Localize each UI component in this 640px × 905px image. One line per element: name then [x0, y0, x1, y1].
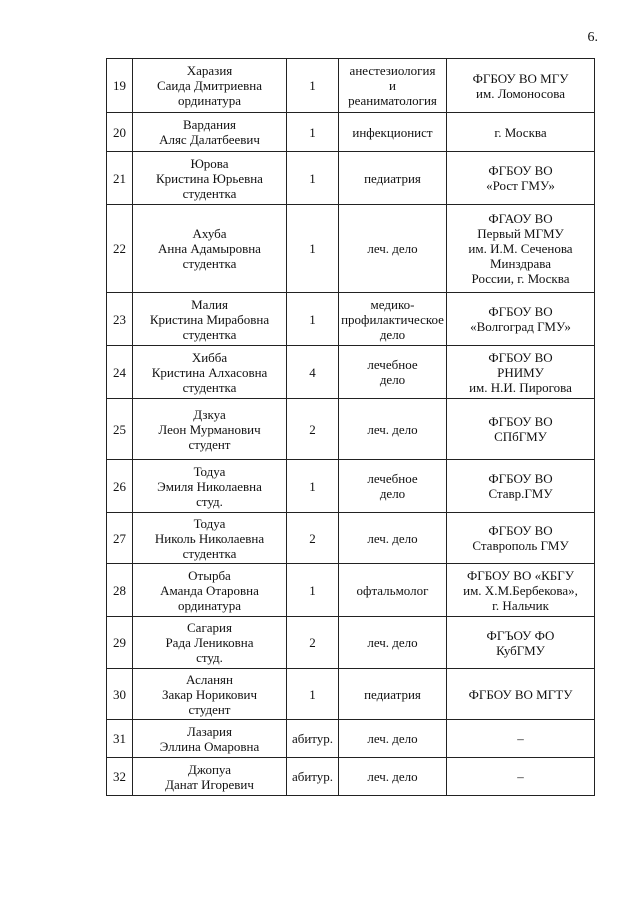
person-given: Данат Игоревич: [165, 776, 254, 792]
person-surname: Сагария: [187, 620, 232, 635]
person-status: студентка: [182, 256, 237, 271]
row-number: 25: [107, 399, 133, 460]
cell-line: им. И.М. Сеченова: [468, 241, 573, 256]
count-cell: 1: [287, 59, 339, 113]
institution-cell: [447, 152, 595, 205]
person-given: Рада Лениковна: [165, 635, 254, 650]
row-number: 28: [107, 564, 133, 617]
person-surname: Тодуа: [193, 515, 226, 531]
person-given: Аманда Отаровна: [160, 582, 259, 598]
person-given: Николь Николаевна: [154, 530, 265, 546]
person-name-cell: [133, 669, 287, 720]
count-cell: абитур.: [287, 758, 339, 796]
person-surname: Ахуба: [192, 226, 227, 241]
cell-line: Минздрава: [490, 256, 551, 271]
table-row: [107, 59, 595, 113]
roster-body: [107, 59, 595, 796]
cell-line: России, г. Москва: [471, 271, 570, 286]
institution-cell: [447, 720, 595, 758]
table-row: [107, 669, 595, 720]
institution-cell: [447, 513, 595, 564]
cell-line: им. Н.И. Пирогова: [469, 379, 572, 395]
cell-line: лечебное: [367, 357, 418, 372]
specialty-cell: [339, 513, 447, 564]
specialty-cell: [339, 460, 447, 513]
person-given: Кристина Юрьевна: [156, 170, 263, 186]
cell-line: Ставр.ГМУ: [488, 486, 553, 501]
row-number: 29: [107, 617, 133, 669]
specialty-cell: [339, 758, 447, 796]
specialty-cell: [339, 346, 447, 399]
cell-line: офтальмолог: [356, 582, 429, 598]
cell-line: ФГБОУ ВО МГУ: [472, 70, 569, 86]
institution-cell: [447, 59, 595, 113]
cell-line: леч. дело: [367, 635, 418, 650]
table-row: [107, 720, 595, 758]
cell-line: им. Х.М.Бербекова»,: [463, 582, 578, 598]
person-name-cell: [133, 758, 287, 796]
cell-line: г. Москва: [494, 124, 547, 140]
person-name-cell: [133, 460, 287, 513]
cell-line: дело: [379, 372, 406, 387]
specialty-cell: [339, 293, 447, 346]
cell-line: ФГАОУ ВО: [488, 211, 553, 226]
count-cell: 1: [287, 152, 339, 205]
person-name-cell: [133, 152, 287, 205]
cell-line: СПбГМУ: [494, 429, 547, 444]
person-given: Закар Норикович: [161, 686, 258, 702]
cell-line: КубГМУ: [496, 642, 545, 658]
count-cell: 1: [287, 669, 339, 720]
cell-line: Ставрополь ГМУ: [472, 538, 569, 553]
cell-line: леч. дело: [367, 421, 418, 437]
person-surname: Асланян: [186, 671, 233, 687]
person-name-cell: [133, 293, 287, 346]
person-surname: Тодуа: [193, 463, 226, 479]
person-surname: Харазия: [186, 63, 233, 78]
person-status: студентка: [182, 185, 237, 201]
table-row: [107, 564, 595, 617]
person-surname: Вардания: [182, 117, 237, 132]
cell-line: РНИМУ: [497, 364, 544, 380]
institution-cell: [447, 205, 595, 293]
cell-line: лечебное: [367, 471, 418, 486]
cell-line: анестезиология: [349, 63, 436, 78]
cell-line: педиатрия: [364, 170, 421, 186]
person-name-cell: [133, 513, 287, 564]
institution-cell: [447, 669, 595, 720]
count-cell: 2: [287, 399, 339, 460]
person-status: студ.: [196, 493, 223, 509]
person-given: Анна Адамыровна: [158, 241, 261, 256]
specialty-cell: [339, 564, 447, 617]
row-number: 31: [107, 720, 133, 758]
person-surname: Юрова: [190, 155, 229, 171]
cell-line: ФГБОУ ВО: [488, 304, 553, 319]
table-row: [107, 113, 595, 152]
person-surname: Малия: [191, 296, 228, 312]
row-number: 20: [107, 113, 133, 152]
cell-line: педиатрия: [364, 686, 421, 702]
table-row: [107, 758, 595, 796]
cell-line: ФГБОУ ВО: [488, 523, 553, 538]
row-number: 21: [107, 152, 133, 205]
person-status: студ.: [196, 650, 223, 665]
table-row: [107, 346, 595, 399]
person-name-cell: [133, 617, 287, 669]
institution-cell: [447, 758, 595, 796]
specialty-cell: [339, 59, 447, 113]
table-row: [107, 617, 595, 669]
cell-line: леч. дело: [367, 530, 418, 546]
specialty-cell: [339, 617, 447, 669]
table-row: [107, 293, 595, 346]
cell-line: ФГБОУ ВО: [488, 414, 553, 429]
cell-line: дело: [379, 326, 406, 342]
person-given: Леон Мурманович: [158, 421, 261, 437]
row-number: 19: [107, 59, 133, 113]
institution-cell: [447, 399, 595, 460]
cell-line: г. Нальчик: [492, 597, 549, 613]
person-name-cell: [133, 720, 287, 758]
person-given: Саида Дмитриевна: [156, 78, 262, 93]
institution-cell: [447, 460, 595, 513]
cell-line: им. Ломоносова: [476, 85, 565, 101]
person-status: студент: [188, 701, 231, 717]
cell-line: ФГЪОУ ФО: [486, 627, 555, 643]
table-row: [107, 152, 595, 205]
institution-cell: [447, 564, 595, 617]
cell-line: Первый МГМУ: [477, 226, 564, 241]
cell-line: медико-: [370, 296, 415, 312]
cell-line: ФГБОУ ВО: [488, 471, 553, 486]
row-number: 22: [107, 205, 133, 293]
person-given: Эллина Омаровна: [159, 738, 260, 754]
cell-line: ФГБОУ ВО «КБГУ: [467, 567, 574, 583]
count-cell: 1: [287, 293, 339, 346]
person-name-cell: [133, 399, 287, 460]
person-given: Кристина Алхасовна: [151, 364, 268, 380]
person-status: студентка: [182, 326, 237, 342]
cell-line: леч. дело: [367, 241, 418, 256]
person-name-cell: [133, 346, 287, 399]
person-surname: Дзкуа: [193, 406, 226, 422]
cell-line: леч. дело: [367, 731, 418, 746]
specialty-cell: [339, 152, 447, 205]
institution-cell: [447, 113, 595, 152]
person-given: Эмиля Николаевна: [157, 478, 262, 494]
person-surname: Джопуа: [187, 761, 232, 777]
person-surname: Лазария: [187, 723, 232, 739]
institution-cell: [447, 617, 595, 669]
row-number: 26: [107, 460, 133, 513]
specialty-cell: [339, 669, 447, 720]
person-status: студентка: [182, 379, 237, 395]
row-number: 27: [107, 513, 133, 564]
institution-cell: [447, 346, 595, 399]
institution-cell: [447, 293, 595, 346]
person-name-cell: [133, 205, 287, 293]
specialty-cell: [339, 205, 447, 293]
count-cell: 4: [287, 346, 339, 399]
count-cell: 2: [287, 617, 339, 669]
person-status: ординатура: [177, 597, 242, 613]
count-cell: 2: [287, 513, 339, 564]
table-row: [107, 399, 595, 460]
count-cell: 1: [287, 564, 339, 617]
specialty-cell: [339, 113, 447, 152]
page-number: 6.: [587, 30, 598, 45]
person-surname: Отырба: [188, 567, 231, 583]
cell-line: профилактическое: [341, 311, 444, 327]
row-number: 30: [107, 669, 133, 720]
count-cell: 1: [287, 460, 339, 513]
person-name-cell: [133, 564, 287, 617]
table-row: [107, 205, 595, 293]
cell-line: дело: [379, 486, 406, 501]
cell-line: леч. дело: [367, 769, 418, 784]
cell-line: «Волгоград ГМУ»: [470, 319, 571, 334]
row-number: 23: [107, 293, 133, 346]
person-status: ординатура: [177, 93, 242, 108]
count-cell: абитур.: [287, 720, 339, 758]
cell-line: и: [389, 78, 396, 93]
cell-line: ФГБОУ ВО: [488, 349, 553, 365]
table-row: [107, 460, 595, 513]
person-surname: Хибба: [191, 349, 228, 365]
person-name-cell: [133, 59, 287, 113]
table-row: [107, 513, 595, 564]
person-given: Аляс Далатбеевич: [159, 132, 260, 147]
person-given: Кристина Мирабовна: [149, 311, 270, 327]
person-name-cell: [133, 113, 287, 152]
person-status: студентка: [182, 545, 237, 561]
person-status: студент: [188, 436, 231, 452]
cell-line: ФГБОУ ВО: [488, 163, 553, 178]
count-cell: 1: [287, 113, 339, 152]
cell-line: реаниматология: [348, 93, 437, 108]
cell-line: инфекционист: [352, 124, 433, 140]
cell-line: «Рост ГМУ»: [486, 178, 555, 193]
roster-table: [106, 58, 595, 796]
count-cell: 1: [287, 205, 339, 293]
specialty-cell: [339, 720, 447, 758]
cell-line: –: [517, 769, 524, 784]
row-number: 24: [107, 346, 133, 399]
row-number: 32: [107, 758, 133, 796]
cell-line: –: [517, 731, 524, 746]
cell-line: ФГБОУ ВО МГТУ: [468, 686, 573, 702]
specialty-cell: [339, 399, 447, 460]
